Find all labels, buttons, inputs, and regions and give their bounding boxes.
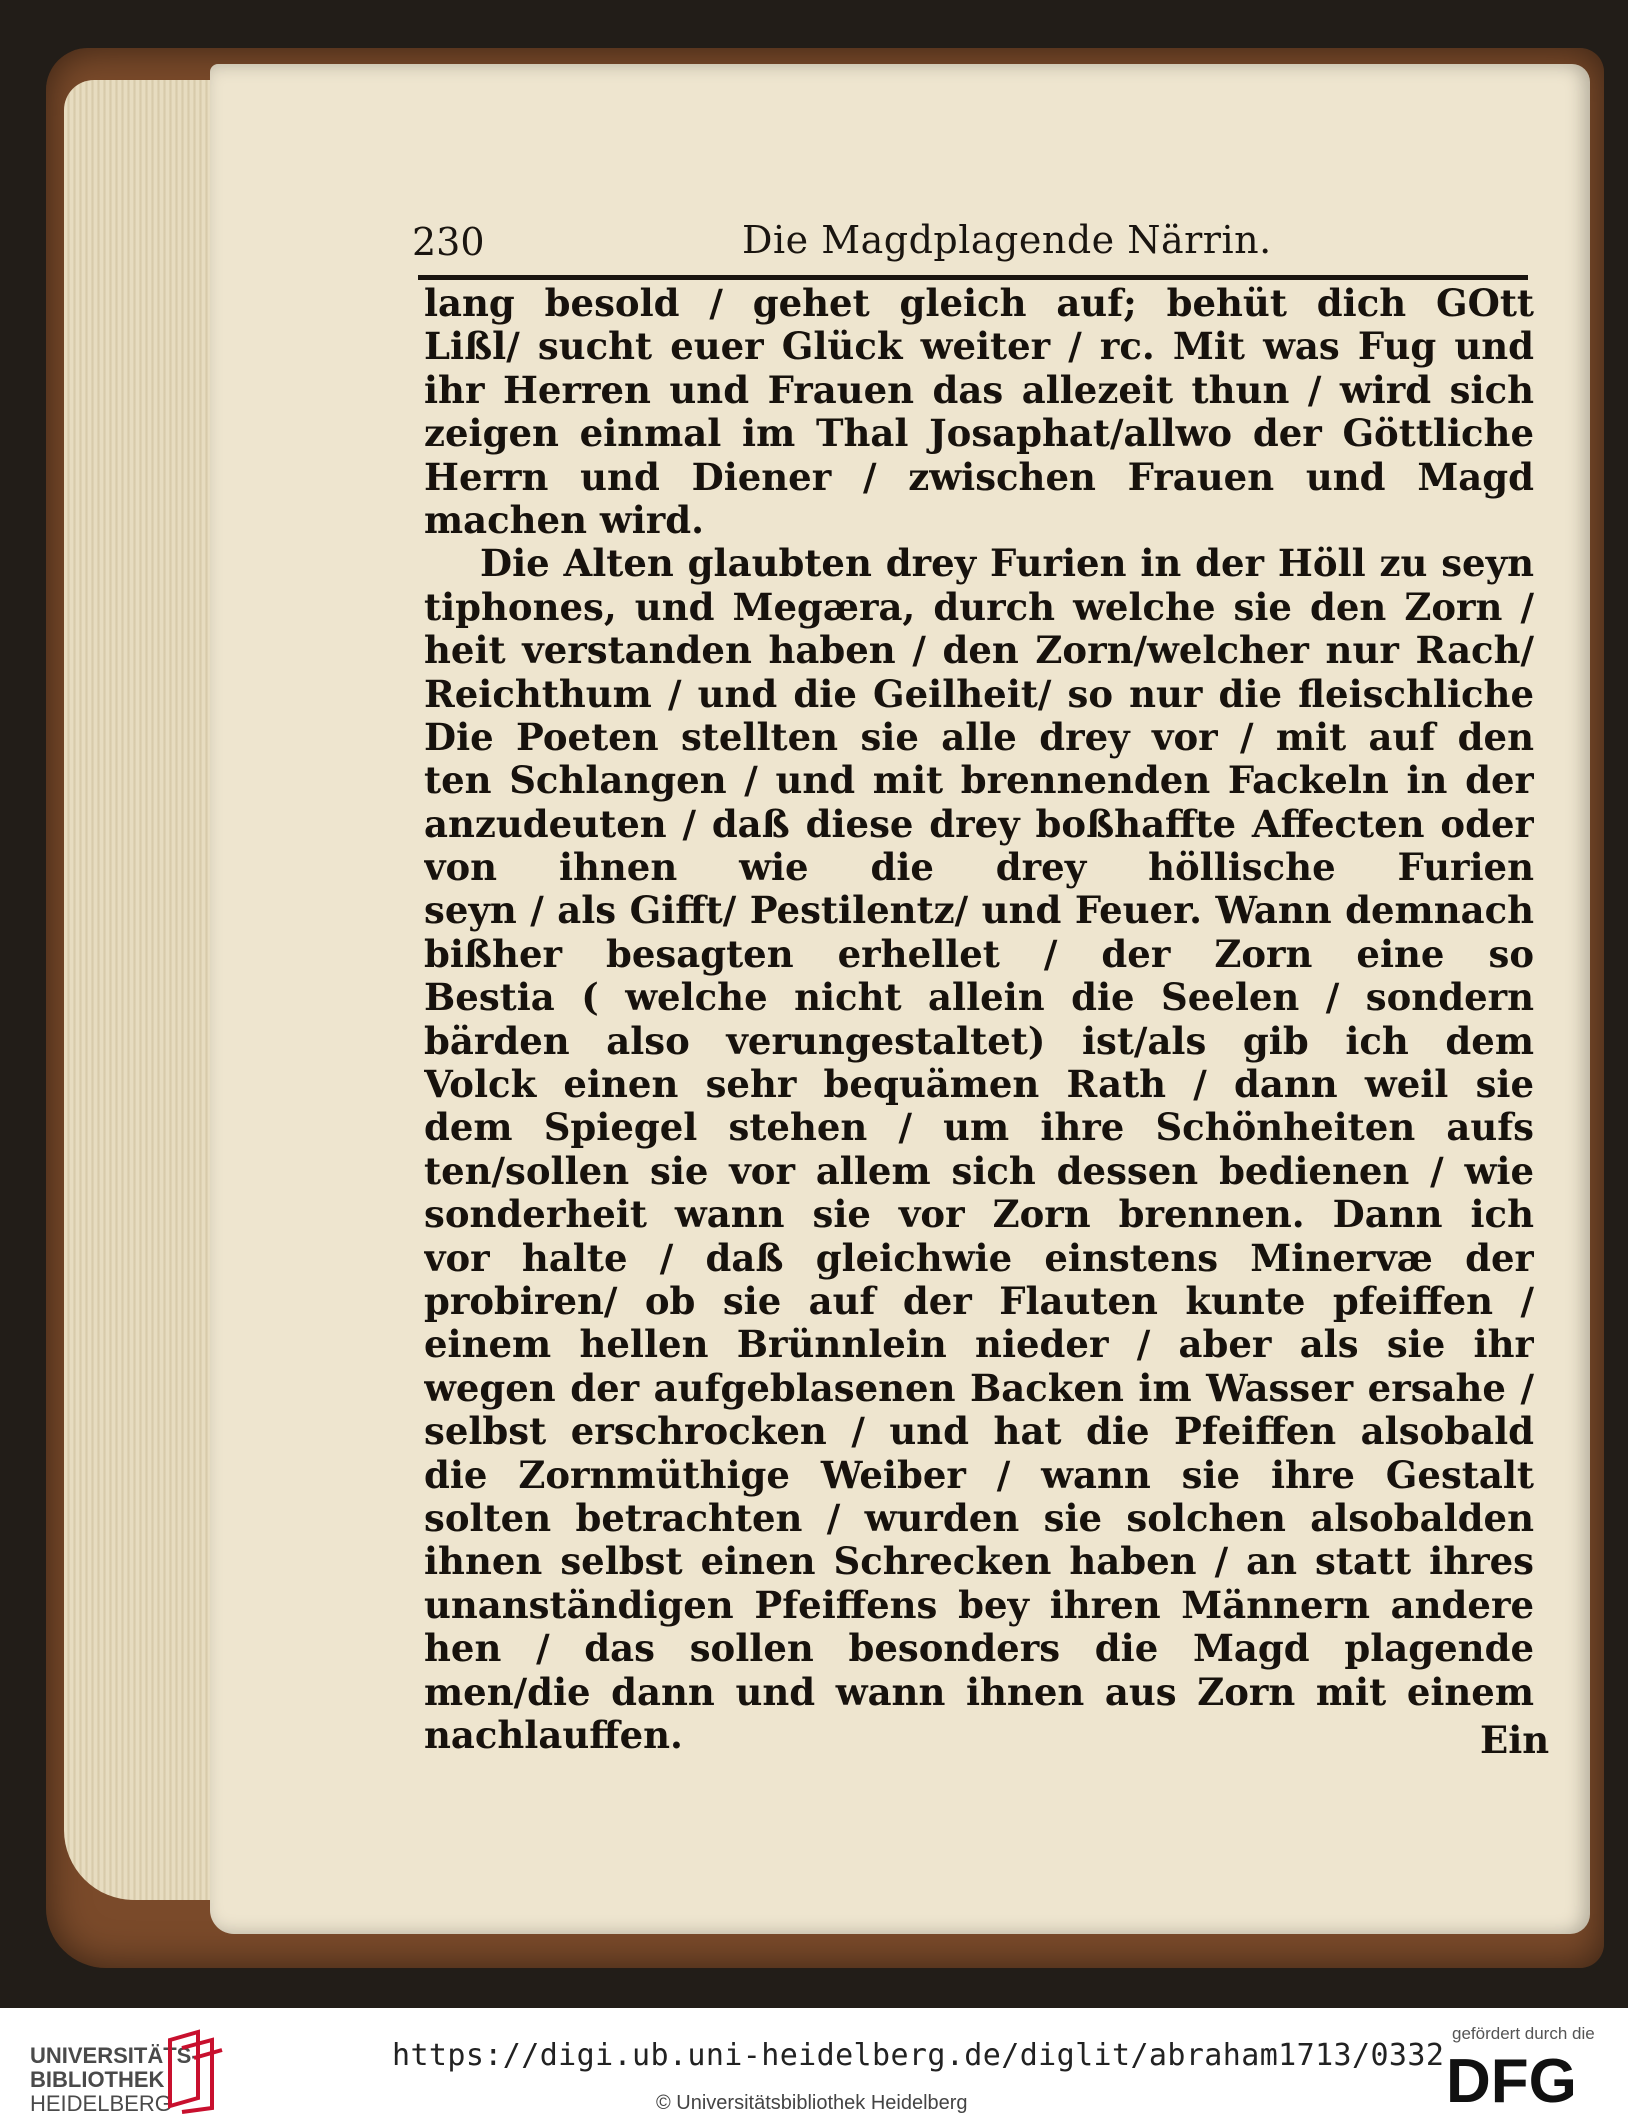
- dfg-logo-icon[interactable]: [1446, 2048, 1600, 2110]
- library-name-line: HEIDELBERG: [30, 2091, 172, 2116]
- text-line: tiphones, und Megæra, durch welche sie den Zorn /: [424, 585, 1534, 629]
- text-line: ihnen selbst einen Schrecken haben / an statt ihres: [424, 1540, 1534, 1584]
- text-line: wegen der aufgeblasenen Backen im Wasser ersahe /: [424, 1366, 1534, 1410]
- text-line: probiren/ ob sie auf der Flauten kunte pfeiffen /: [424, 1279, 1534, 1323]
- page-text: [424, 282, 1534, 1757]
- text-line: lang besold / gehet gleich auf; behüt dich GOtt: [424, 282, 1534, 325]
- text-line: vor halte / daß gleichwie einstens Minervæ der: [424, 1236, 1534, 1280]
- text-line: hen / das sollen besonders die Magd plagende: [424, 1627, 1534, 1671]
- text-line: machen wird.: [424, 497, 705, 542]
- dfg-logo-text: DFG: [1446, 2048, 1577, 2110]
- library-name-line: BIBLIOTHEK: [30, 2067, 165, 2092]
- page-number: 230: [412, 220, 485, 264]
- text-line: Lißl/ sucht euer Glück weiter / rc. Mit was Fug und: [424, 325, 1534, 369]
- header-rule: [418, 275, 1528, 280]
- viewer-footer: [0, 2008, 1628, 2126]
- permalink-url[interactable]: https://digi.ub.uni-heidelberg.de/diglit/abraham1713/0332: [392, 2038, 1445, 2073]
- catchword: Ein: [1480, 1718, 1550, 1762]
- text-line: anzudeuten / daß diese drey boßhaffte Affecten oder: [424, 802, 1534, 846]
- text-line: Reichthum / und die Geilheit/ so nur die fleischliche: [424, 672, 1534, 716]
- text-line: bißher besagten erhellet / der Zorn eine so: [424, 932, 1534, 976]
- page-header: [412, 212, 1530, 272]
- text-line: sonderheit wann sie vor Zorn brennen. Dann ich: [424, 1193, 1534, 1237]
- ub-heidelberg-logo-icon[interactable]: [164, 2028, 226, 2114]
- text-line: ten Schlangen / und mit brennenden Fackeln in der: [424, 759, 1534, 803]
- text-line: heit verstanden haben / den Zorn/welcher nur Rach/: [424, 629, 1534, 673]
- page-edges: [64, 80, 224, 1900]
- copyright-notice: © Universitätsbibliothek Heidelberg: [656, 2092, 968, 2114]
- text-line: einem hellen Brünnlein nieder / aber als sie ihr: [424, 1323, 1534, 1367]
- text-line: Die Poeten stellten sie alle drey vor / mit auf den: [424, 715, 1534, 759]
- text-line: nachlauffen.: [424, 1712, 683, 1757]
- text-line: Volck einen sehr bequämen Rath / dann weil sie: [424, 1063, 1534, 1107]
- text-line: Die Alten glaubten drey Furien in der Höll zu seyn: [480, 542, 1534, 586]
- text-line: bärden also verungestaltet) ist/als gib ich dem: [424, 1019, 1534, 1063]
- text-line: seyn / als Gifft/ Pestilentz/ und Feuer. Wann demnach: [424, 889, 1534, 933]
- text-line: ihr Herren und Frauen das allezeit thun / wird sich: [424, 368, 1534, 412]
- text-line: dem Spiegel stehen / um ihre Schönheiten aufs: [424, 1106, 1534, 1150]
- text-line: solten betrachten / wurden sie solchen alsobalden: [424, 1496, 1534, 1540]
- text-line: Herrn und Diener / zwischen Frauen und Magd: [424, 455, 1534, 499]
- running-title: Die Magdplagende Närrin.: [742, 218, 1272, 262]
- funder-label: gefördert durch die: [1452, 2024, 1595, 2043]
- text-line: selbst erschrocken / und hat die Pfeiffen alsobald: [424, 1410, 1534, 1454]
- text-line: die Zornmüthige Weiber / wann sie ihre Gestalt: [424, 1453, 1534, 1497]
- text-line: unanständigen Pfeiffens bey ihren Männern andere: [424, 1583, 1534, 1627]
- text-line: men/die dann und wann ihnen aus Zorn mit einem: [424, 1670, 1534, 1714]
- library-name-line: UNIVERSITÄTS-: [30, 2043, 199, 2068]
- text-line: ten/sollen sie vor allem sich dessen bedienen / wie: [424, 1149, 1534, 1193]
- text-line: von ihnen wie die drey höllische Furien: [424, 846, 1534, 890]
- text-line: Bestia ( welche nicht allein die Seelen / sondern: [424, 976, 1534, 1020]
- text-line: zeigen einmal im Thal Josaphat/allwo der Göttliche: [424, 412, 1534, 456]
